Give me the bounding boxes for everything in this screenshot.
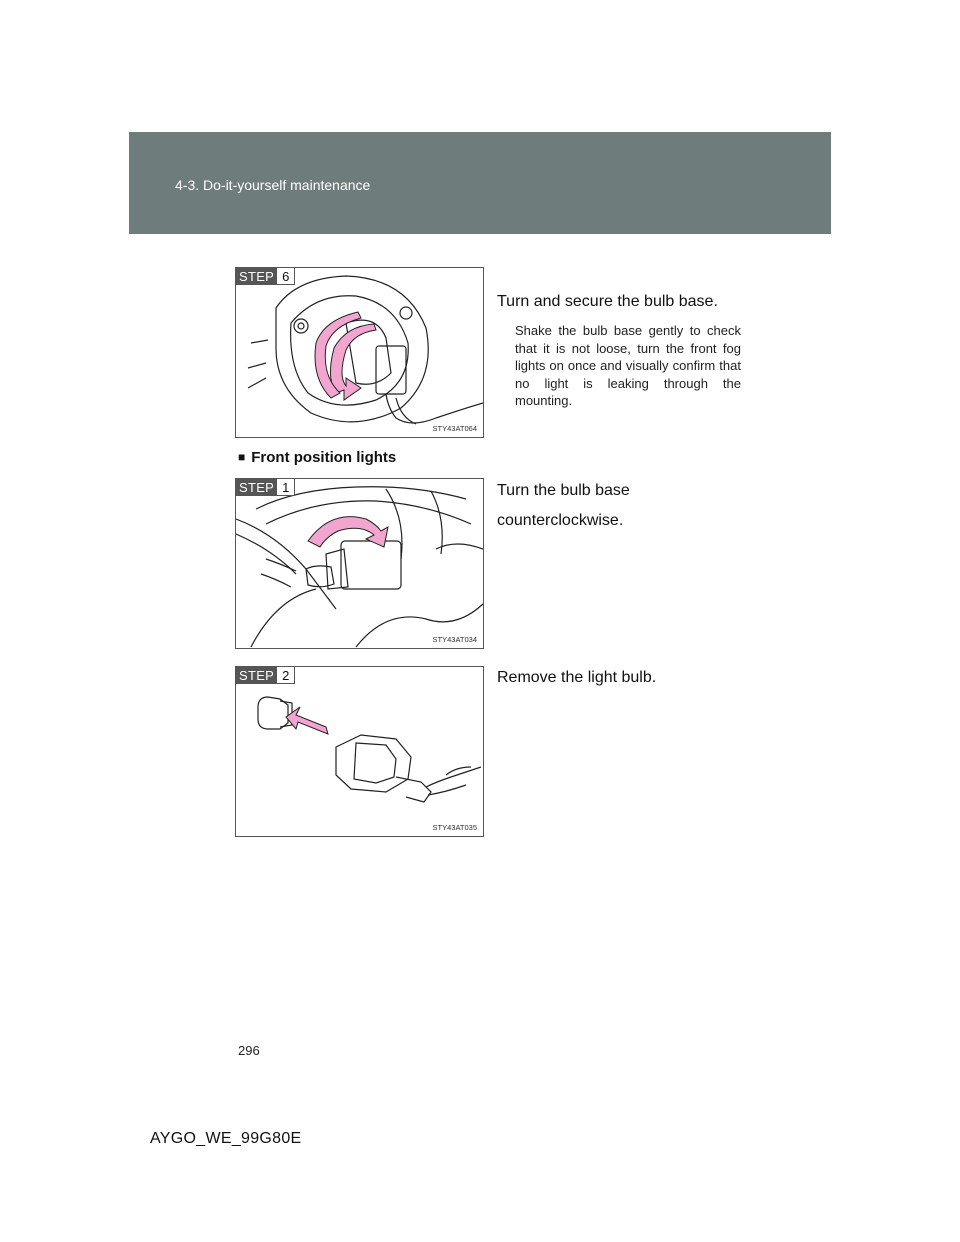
page-number: 296 bbox=[238, 1043, 260, 1058]
step-badge-number: 6 bbox=[277, 268, 295, 285]
figure-code: STY43AT034 bbox=[432, 635, 477, 644]
fog-light-bulb-illustration bbox=[236, 268, 483, 437]
step-badge-word: STEP bbox=[236, 479, 277, 496]
step-badge bbox=[236, 268, 295, 285]
section-subheading bbox=[238, 449, 396, 466]
figure-code: STY43AT035 bbox=[432, 823, 477, 832]
step-1-instruction: Turn the bulb base counterclockwise. bbox=[497, 482, 630, 529]
figure-step-1 bbox=[235, 478, 484, 649]
step-badge-word: STEP bbox=[236, 268, 277, 285]
figure-step-6 bbox=[235, 267, 484, 438]
step-badge bbox=[236, 479, 295, 496]
step-badge-word: STEP bbox=[236, 667, 277, 684]
position-light-socket-illustration bbox=[236, 479, 483, 648]
figure-code: STY43AT064 bbox=[432, 424, 477, 433]
step-6-note: Shake the bulb base gently to check that it is not loose, turn the front fog lights on once and visually confirm that no light is leaking through the mounting. bbox=[515, 323, 741, 408]
step-badge-number: 2 bbox=[277, 667, 295, 684]
step-badge-number: 1 bbox=[277, 479, 295, 496]
document-code: AYGO_WE_99G80E bbox=[150, 1130, 302, 1147]
bulb-removal-illustration bbox=[236, 667, 483, 836]
section-title: 4-3. Do-it-yourself maintenance bbox=[175, 177, 371, 193]
step-6-instruction: Turn and secure the bulb base. bbox=[497, 293, 718, 310]
bullet-square-icon: ■ bbox=[238, 450, 246, 464]
figure-step-2 bbox=[235, 666, 484, 837]
step-2-instruction: Remove the light bulb. bbox=[497, 669, 657, 686]
chapter-header-bar bbox=[129, 132, 831, 234]
step-badge bbox=[236, 667, 295, 684]
subheading-text: Front position lights bbox=[251, 449, 397, 466]
